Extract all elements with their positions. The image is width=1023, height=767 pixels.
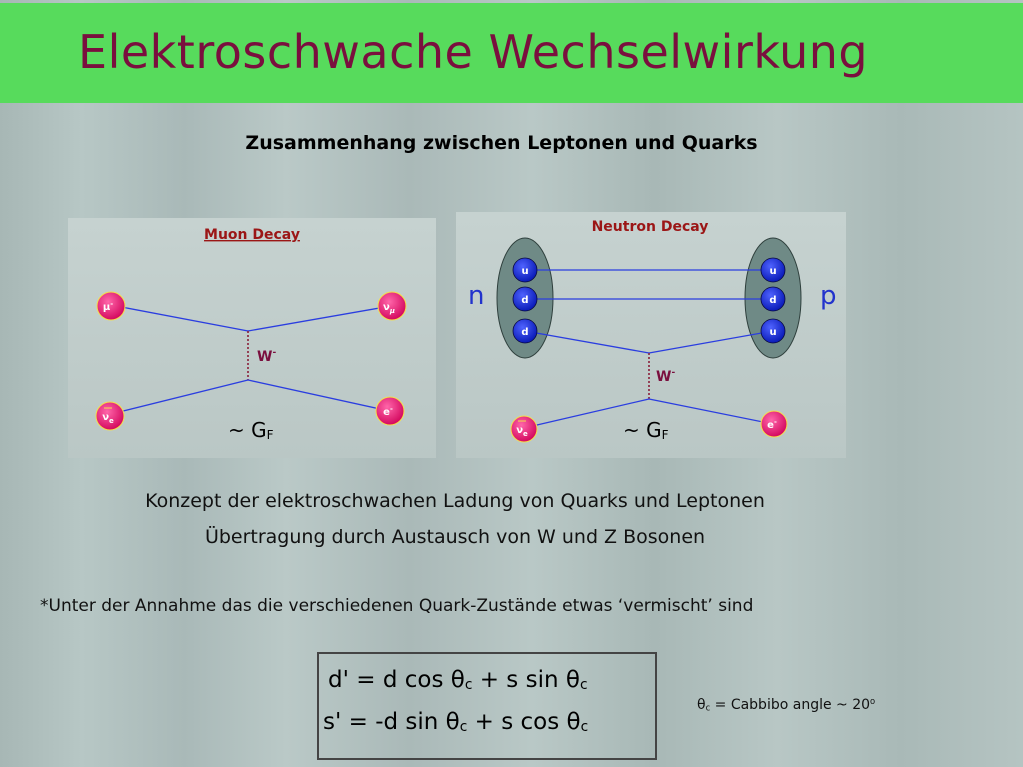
title-bar: [0, 3, 1023, 103]
muon-particle: [97, 292, 125, 320]
equation-d-prime: d' = d $\cos \theta_c + s$ $\sin \theta_c$: [328, 667, 588, 694]
svg-text:u: u: [769, 266, 777, 277]
svg-text:νe: $\nu_e$: [516, 425, 528, 438]
neutron-quark-d1: [513, 287, 537, 311]
svg-text:μ-: μ-: [102, 300, 114, 313]
slide-title: Elektroschwache Wechselwirkung: [78, 25, 869, 79]
svg-text:d: d: [769, 295, 777, 306]
proton-label: p: [820, 281, 837, 311]
neutron-quark-u: [513, 258, 537, 282]
quark-mixing-note: *Unter der Annahme das die verschiedenen Quark-Zustände etwas ‘vermischt’ sind: [40, 596, 754, 616]
slide-subtitle: Zusammenhang zwischen Leptonen und Quarks: [245, 132, 758, 154]
neutron-decay-diagram: [456, 212, 846, 458]
coupling-gf: ~ GF: [228, 418, 274, 442]
svg-text:u: u: [769, 327, 777, 338]
proton-quark-u1: [761, 258, 785, 282]
proton-quark-d: [761, 287, 785, 311]
electron-line: [248, 380, 389, 411]
cabibbo-angle-note: $\theta_c$ = Cabbibo angle ~ 20$^o$: [697, 696, 876, 714]
electron-particle: [376, 397, 404, 425]
muon-decay-diagram: [68, 218, 436, 458]
proton-quark-u2: [761, 319, 785, 343]
electron-antineutrino-particle: [96, 402, 124, 430]
svg-text:e-: e-: [383, 405, 393, 418]
muon-decay-title: Muon Decay: [204, 227, 300, 243]
numu-line: [248, 306, 391, 331]
equation-s-prime: s' = -d $\sin \theta_c + s$ $\cos \theta_c$: [323, 709, 589, 736]
svg-text:d: d: [521, 327, 529, 338]
electron-antineutrino-particle: [511, 416, 537, 442]
w-boson-label: W-: [656, 368, 676, 385]
muon-line: [111, 305, 248, 331]
svg-text:νe: $\nu_e$: [102, 412, 114, 425]
coupling-gf: ~ GF: [623, 418, 669, 442]
text-line-boson-exchange: Übertragung durch Austausch von W und Z Bosonen: [204, 526, 706, 548]
muon-neutrino-particle: [378, 292, 406, 320]
electron-line: [649, 399, 773, 424]
svg-text:d: d: [521, 295, 529, 306]
electron-particle: [761, 411, 787, 437]
nue-line: [111, 380, 248, 414]
neutron-label: n: [468, 281, 485, 311]
w-boson-label: W-: [257, 348, 277, 365]
neutron-quark-d2: [513, 319, 537, 343]
svg-text:e-: e-: [767, 418, 777, 431]
svg-text:u: u: [521, 266, 529, 277]
neutron-decay-title: Neutron Decay: [591, 219, 709, 235]
text-line-charge-concept: Konzept der elektroschwachen Ladung von Quarks und Leptonen: [145, 490, 765, 512]
svg-text:νμ: $\nu_\mu$: [383, 302, 395, 315]
